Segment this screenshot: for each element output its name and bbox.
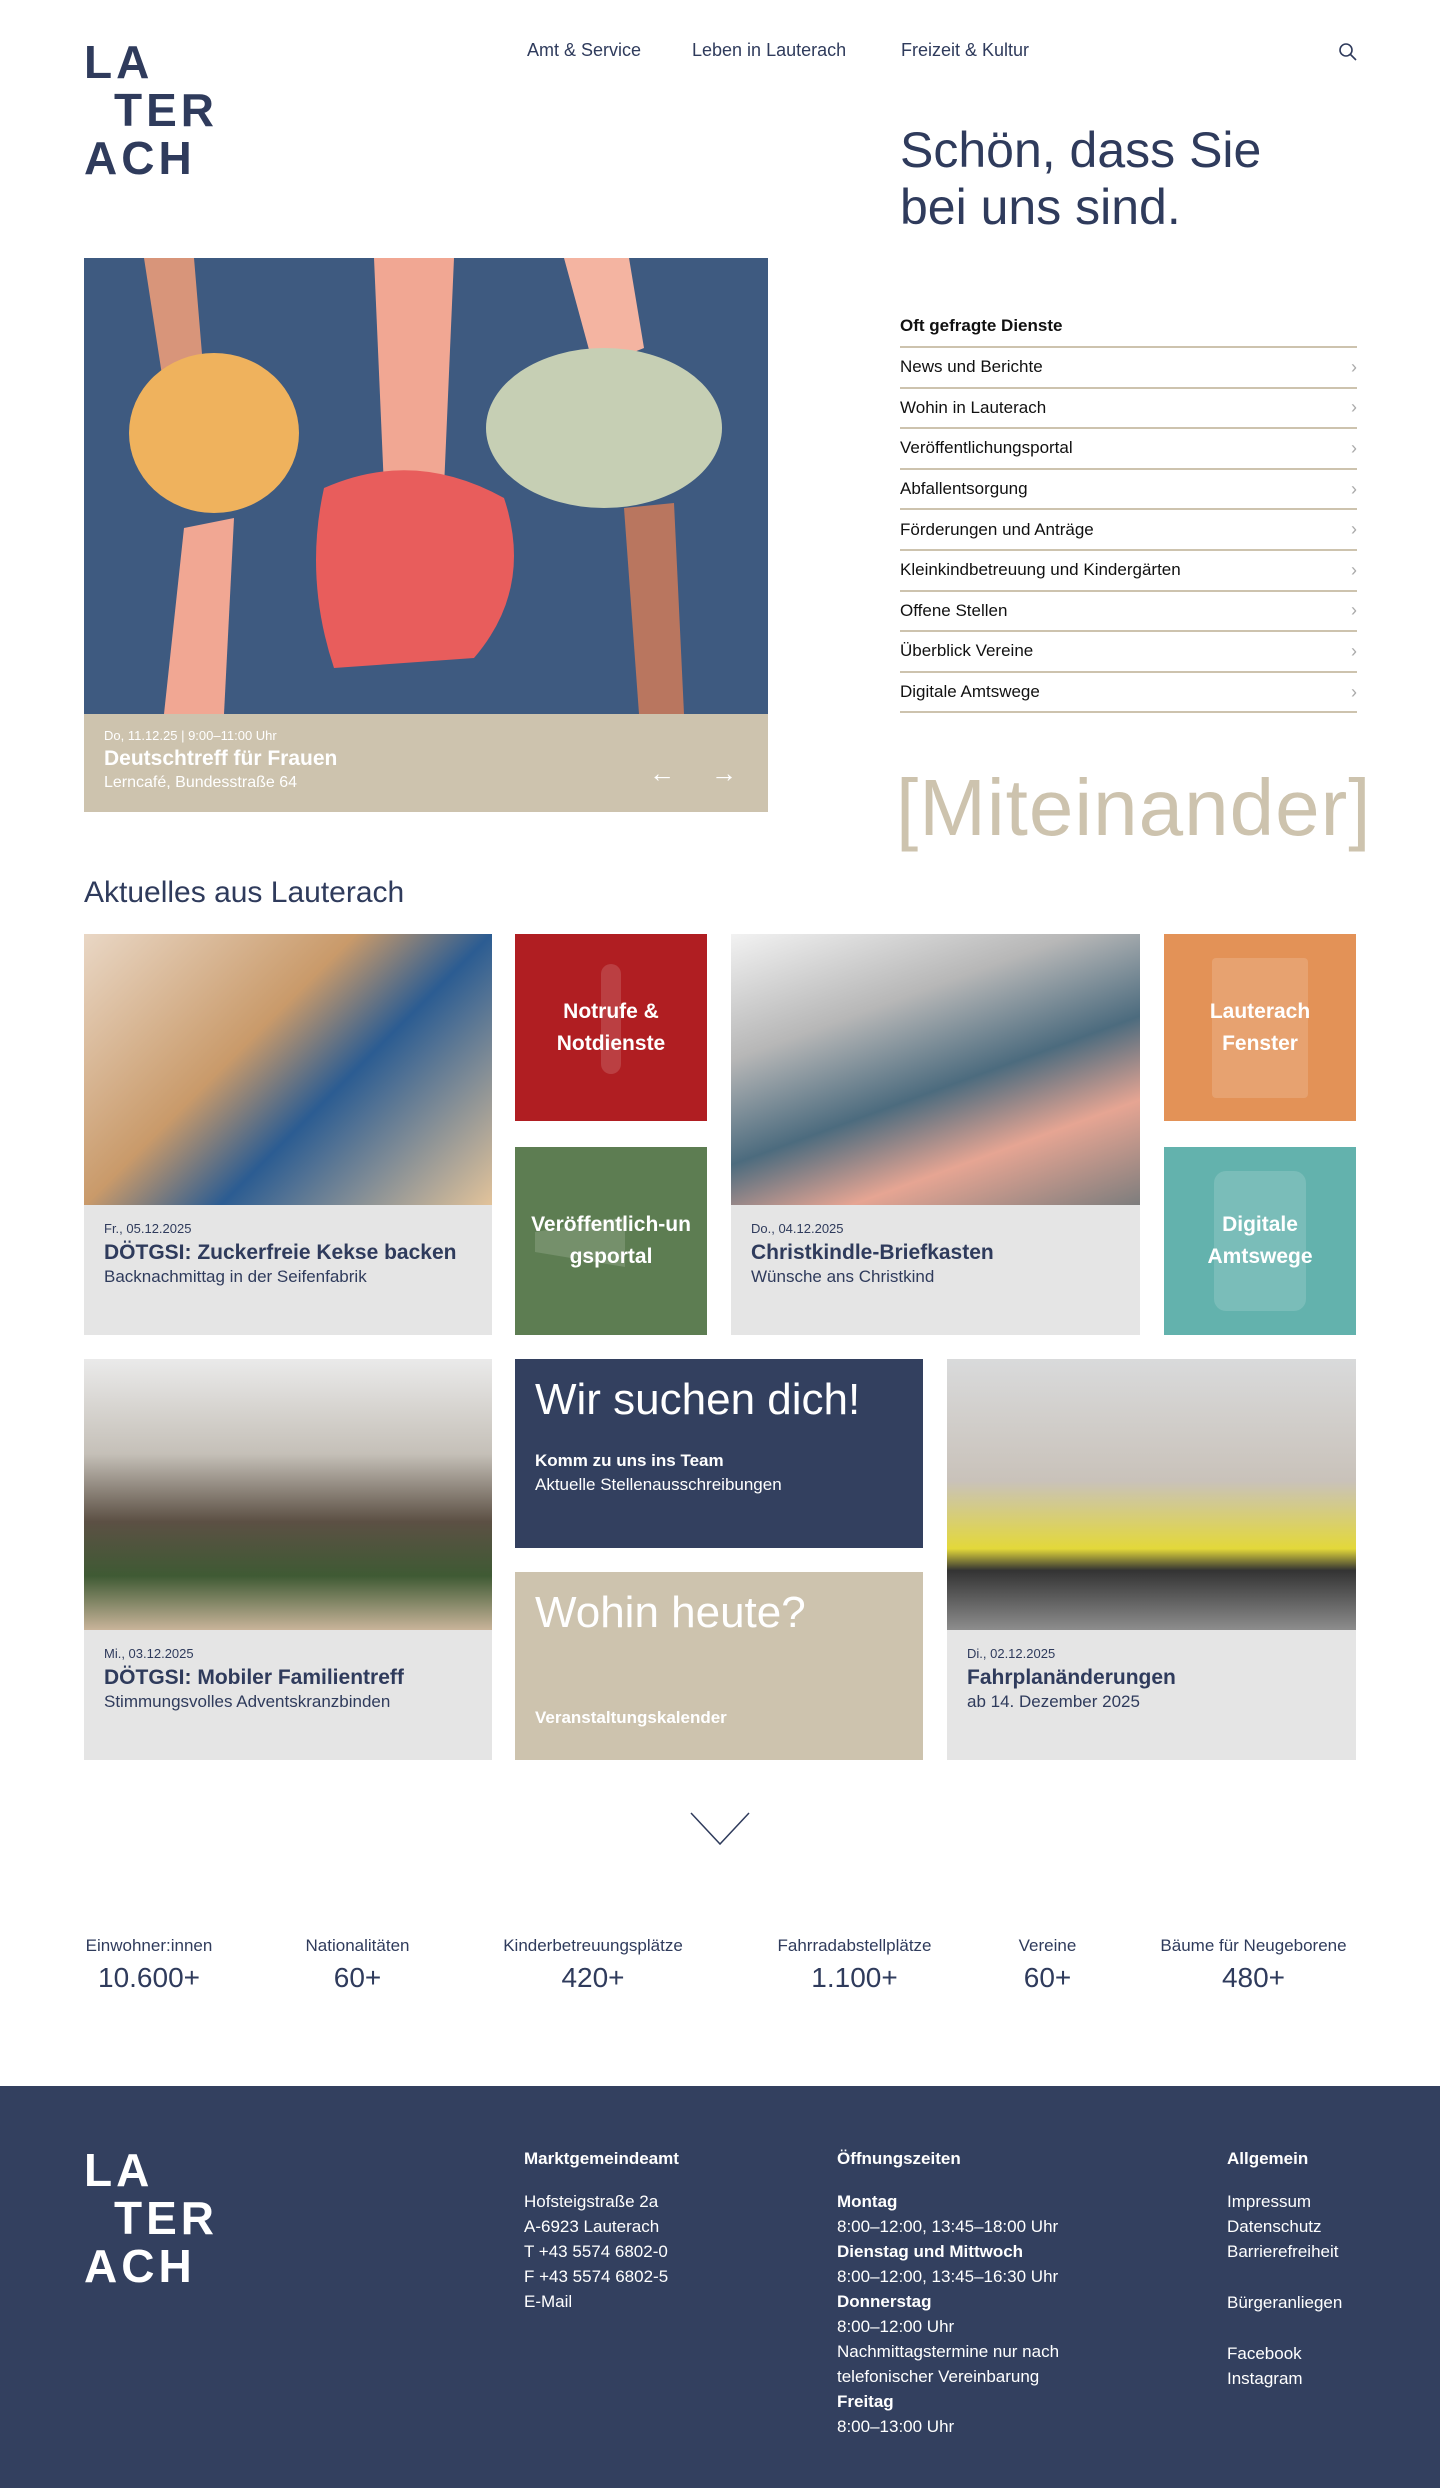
news-title: DÖTGSI: Mobiler Familientreff [104,1666,404,1689]
jobs-title: Komm zu uns ins Team [535,1451,724,1470]
logo-line: ACH [84,132,196,184]
impressum-link[interactable]: Impressum [1227,2192,1312,2211]
hours: 8:00–12:00, 13:45–16:30 Uhr [837,2267,1059,2286]
hours-note: Nachmittagstermine nur nach [837,2342,1060,2361]
news-card[interactable] [84,1359,492,1760]
chevron-right-icon: › [1351,640,1357,661]
faq-item-label: News und Berichte [900,357,1043,377]
faq-item[interactable] [900,551,1357,592]
faq-item[interactable] [900,470,1357,511]
tile-veroeffentlichungsportal[interactable] [515,1147,707,1335]
faq-item-label: Veröffentlichungsportal [900,438,1073,458]
faq-item-label: Offene Stellen [900,600,1008,620]
events-heading: Wohin heute? [535,1588,806,1637]
hero-title: Deutschtreff für Frauen [104,747,338,770]
search-icon[interactable] [1336,40,1360,64]
news-date: Mi., 03.12.2025 [104,1646,194,1661]
news-photo [84,934,492,1205]
faq-item[interactable] [900,632,1357,673]
logo-line: LA [84,2144,154,2196]
stat-value: 60+ [1023,1962,1072,1993]
stat-label: Einwohner:innen [85,1936,213,1955]
instagram-link[interactable]: Instagram [1227,2369,1303,2388]
news-photo [731,934,1140,1205]
footer [0,2086,1440,2488]
hours-note: telefonischer Vereinbarung [837,2367,1040,2386]
news-title: Christkindle-Briefkasten [751,1241,994,1264]
news-subtitle: Wünsche ans Christkind [751,1267,935,1286]
news-photo [947,1359,1356,1630]
footer-general [1227,2146,1342,2391]
stat-value: 1.100+ [811,1962,898,1993]
address-line: Hofsteigstraße 2a [524,2192,659,2211]
tile-label: Veröffentlich-ungsportal [531,1213,691,1268]
chevron-right-icon: › [1351,600,1357,621]
chevron-right-icon: › [1351,397,1357,418]
stat-label: Kinderbetreuungsplätze [503,1936,683,1955]
footer-hours [837,2146,1059,2439]
logo-line: TER [114,2192,218,2244]
stat-label: Vereine [1018,1936,1077,1955]
tile-label: Digitale Amtswege [1207,1213,1313,1268]
day-label: Donnerstag [837,2292,932,2311]
hero-location: Lerncafé, Bundesstraße 64 [104,774,298,791]
chevron-right-icon: › [1351,681,1357,702]
faq-item-label: Abfallentsorgung [900,479,1028,499]
jobs-subtitle: Aktuelle Stellenausschreibungen [535,1475,782,1494]
stat [1005,1936,1090,1994]
news-subtitle: Backnachmittag in der Seifenfabrik [104,1267,367,1286]
headline-line: Schön, dass Sie [900,122,1262,178]
news-date: Fr., 05.12.2025 [104,1221,192,1236]
nav-amt-service[interactable]: Amt & Service [527,40,642,60]
chevron-right-icon: › [1351,356,1357,377]
datenschutz-link[interactable]: Datenschutz [1227,2217,1322,2236]
footer-office [524,2146,679,2314]
nav-freizeit[interactable]: Freizeit & Kultur [901,40,1030,60]
hero-date: Do, 11.12.25 | 9:00–11:00 Uhr [104,728,277,743]
stat-label: Bäume für Neugeborene [1160,1936,1347,1955]
tile-lauterach-fenster[interactable] [1164,934,1356,1121]
email-link[interactable]: E-Mail [524,2292,573,2311]
faq-item-label: Überblick Vereine [900,641,1034,661]
hours: 8:00–12:00, 13:45–18:00 Uhr [837,2217,1059,2236]
faq-title: Oft gefragte Dienste [900,316,1357,348]
day-label: Freitag [837,2392,894,2411]
news-subtitle: Stimmungsvolles Adventskranzbinden [104,1692,391,1711]
stat-label: Nationalitäten [305,1936,410,1955]
events-teaser[interactable] [515,1572,923,1760]
stat [762,1936,947,1994]
chevron-right-icon: › [1351,478,1357,499]
footer-heading: Öffnungszeiten [837,2149,961,2168]
stat [1146,1936,1361,1994]
stat-label: Fahrradabstellplätze [777,1936,932,1955]
logo-line: TER [114,84,218,136]
news-section-title: Aktuelles aus Lauterach [84,876,405,909]
jobs-heading: Wir suchen dich! [535,1375,861,1424]
news-subtitle: ab 14. Dezember 2025 [967,1692,1140,1711]
hero-caption[interactable] [84,714,768,812]
day-label: Dienstag und Mittwoch [837,2242,1024,2261]
news-photo [84,1359,492,1630]
stat-value: 10.600+ [98,1962,200,1993]
faq-list [900,316,1357,713]
phone: T +43 5574 6802-0 [524,2242,668,2261]
faq-item[interactable] [900,510,1357,551]
hero-slider[interactable] [84,258,768,812]
chevron-down-icon[interactable] [690,1812,750,1846]
news-title: DÖTGSI: Zuckerfreie Kekse backen [104,1241,457,1264]
news-date: Do., 04.12.2025 [751,1221,844,1236]
stat [84,1936,214,1994]
stat-value: 480+ [1221,1962,1286,1993]
footer-logo[interactable] [84,2146,224,2290]
faq-item[interactable] [900,389,1357,430]
news-title: Fahrplanänderungen [967,1666,1176,1689]
faq-item-label: Förderungen und Anträge [900,519,1094,539]
faq-item[interactable] [900,429,1357,470]
address-line: A-6923 Lauterach [524,2217,660,2236]
chevron-right-icon: › [1351,519,1357,540]
news-date: Di., 02.12.2025 [967,1646,1056,1661]
faq-item-label: Kleinkindbetreuung und Kindergärten [900,560,1181,580]
nav-leben[interactable]: Leben in Lauterach [692,40,847,60]
stat-value: 60+ [333,1962,382,1993]
hero-illustration [84,258,768,714]
news-card[interactable] [947,1359,1356,1760]
buergeranliegen-link[interactable]: Bürgeranliegen [1227,2293,1343,2312]
events-subtitle: Veranstaltungskalender [535,1708,727,1727]
tile-label: Lauterach Fenster [1209,999,1311,1055]
logo-line: ACH [84,2240,196,2292]
motto: [Miteinander] [896,763,1372,852]
hours: 8:00–12:00 Uhr [837,2317,955,2336]
page-headline [900,122,1261,236]
day-label: Montag [837,2192,898,2211]
jobs-teaser[interactable] [515,1359,923,1548]
stat-value: 420+ [561,1962,625,1993]
news-card[interactable] [84,934,492,1335]
stat [488,1936,698,1994]
barrierefreiheit-link[interactable]: Barrierefreiheit [1227,2242,1339,2261]
footer-heading: Allgemein [1227,2149,1309,2168]
tile-notrufe[interactable] [515,934,707,1121]
chevron-right-icon: › [1351,437,1357,458]
stat [290,1936,425,1994]
chevron-right-icon: › [1351,559,1357,580]
faq-item[interactable] [900,592,1357,633]
faq-item-label: Digitale Amtswege [900,682,1040,702]
next-arrow-icon[interactable]: → [711,758,737,788]
faq-item[interactable] [900,348,1357,389]
news-card[interactable] [731,934,1140,1335]
faq-item-label: Wohin in Lauterach [900,397,1047,417]
tile-digitale-amtswege[interactable] [1164,1147,1356,1335]
hours: 8:00–13:00 Uhr [837,2417,955,2436]
facebook-link[interactable]: Facebook [1227,2344,1302,2363]
prev-arrow-icon[interactable]: ← [649,758,675,788]
footer-heading: Marktgemeindeamt [524,2149,679,2168]
fax: F +43 5574 6802-5 [524,2267,669,2286]
headline-line: bei uns sind. [900,179,1181,235]
tile-label: Notrufe & Notdienste [556,999,666,1055]
logo-line: LA [84,36,154,88]
logo[interactable] [84,38,224,182]
faq-item[interactable] [900,673,1357,714]
